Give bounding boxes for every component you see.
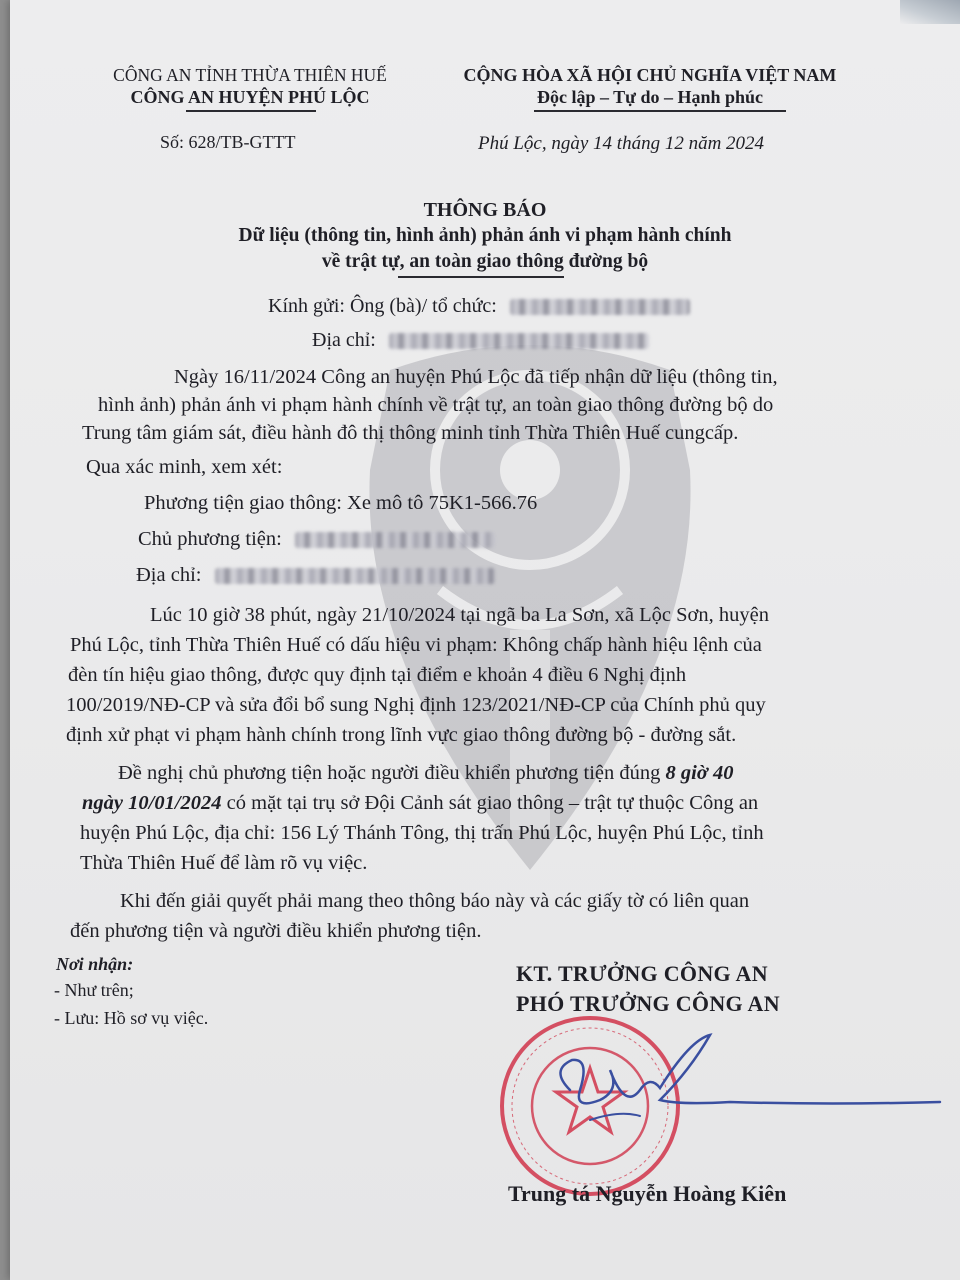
recipient-line	[268, 292, 690, 320]
motto-underline	[534, 110, 786, 112]
owner-label: Chủ phương tiện:	[138, 528, 282, 550]
title-underline	[398, 276, 564, 278]
paragraph-4-line-2: đến phương tiện và người điều khiển phương tiện.	[70, 920, 482, 942]
owner-address-label: Địa chỉ:	[136, 564, 202, 586]
national-motto: Độc lập – Tự do – Hạnh phúc	[536, 87, 764, 107]
redacted-owner-name	[295, 532, 495, 548]
paragraph-2-line-3: đèn tín hiệu giao thông, được quy định tại điểm e khoản 4 điều 6 Nghị định	[68, 664, 687, 686]
paragraph-4-line-1: Khi đến giải quyết phải mang theo thông báo này và các giấy tờ có liên quan	[120, 890, 750, 912]
redacted-recipient-name	[510, 299, 690, 315]
appointment-date: ngày 10/01/2024	[82, 792, 222, 814]
document-number: Số: 628/TB-GTTT	[160, 132, 296, 152]
signature-title-2: PHÓ TRƯỞNG CÔNG AN	[516, 991, 780, 1016]
agency-underline	[186, 110, 316, 112]
recipient-address-label: Địa chỉ:	[312, 329, 376, 351]
paragraph-3-line-3: huyện Phú Lộc, địa chỉ: 156 Lý Thánh Tông, thị trấn Phú Lộc, huyện Phú Lộc, tỉnh	[80, 822, 764, 844]
owner-address-line	[136, 560, 495, 590]
paragraph-1-line-3: Trung tâm giám sát, điều hành đô thị thông minh tỉnh Thừa Thiên Huế cungcấp.	[82, 422, 739, 444]
redacted-recipient-address	[389, 333, 649, 349]
paragraph-3-line-2	[82, 788, 758, 818]
handwritten-signature	[530, 1030, 950, 1140]
paragraph-1-line-1: Ngày 16/11/2024 Công an huyện Phú Lộc đã tiếp nhận dữ liệu (thông tin,	[174, 366, 778, 388]
recipients-item-2: - Lưu: Hồ sơ vụ việc.	[54, 1008, 209, 1028]
recipient-address-line	[312, 326, 649, 354]
paragraph-2-line-4: 100/2019/NĐ-CP và sửa đổi bổ sung Nghị định 123/2021/NĐ-CP của Chính phủ quy	[66, 694, 766, 716]
paragraph-3-line-4: Thừa Thiên Huế để làm rõ vụ việc.	[80, 852, 368, 874]
owner-line	[138, 524, 495, 554]
recipients-label: Nơi nhận:	[56, 954, 134, 974]
recipients-item-1: - Như trên;	[54, 980, 134, 1000]
paragraph-1-line-2: hình ảnh) phản ánh vi phạm hành chính về trật tự, an toàn giao thông đường bộ do	[98, 394, 774, 416]
paragraph-2-line-1: Lúc 10 giờ 38 phút, ngày 21/10/2024 tại ngã ba La Sơn, xã Lộc Sơn, huyện	[150, 604, 769, 626]
document-page	[10, 0, 960, 1280]
document-subtitle-2: về trật tự, an toàn giao thông đường bộ	[321, 251, 649, 272]
signature-title-1: KT. TRƯỞNG CÔNG AN	[516, 961, 768, 986]
redacted-owner-address	[215, 568, 495, 584]
document-subtitle-1: Dữ liệu (thông tin, hình ảnh) phản ánh vi phạm hành chính	[238, 225, 732, 246]
appointment-time: 8 giờ 40	[665, 762, 734, 784]
paragraph-3-line-1	[118, 758, 733, 788]
vehicle-line: Phương tiện giao thông: Xe mô tô 75K1-566.76	[144, 492, 538, 514]
document-title: THÔNG BÁO	[423, 199, 547, 221]
page-corner	[900, 0, 960, 24]
signer-name: Trung tá Nguyễn Hoàng Kiên	[508, 1181, 787, 1206]
verification-line: Qua xác minh, xem xét:	[86, 456, 283, 478]
paragraph-2-line-5: định xử phạt vi phạm hành chính trong lĩnh vực giao thông đường bộ - đường sắt.	[66, 724, 737, 746]
agency-parent: CÔNG AN TỈNH THỪA THIÊN HUẾ	[113, 65, 387, 85]
recipient-label: Kính gửi: Ông (bà)/ tổ chức:	[268, 295, 497, 317]
national-title: CỘNG HÒA XÃ HỘI CHỦ NGHĨA VIỆT NAM	[463, 65, 837, 85]
p3-text-b: có mặt tại trụ sở Đội Cảnh sát giao thông – trật tự thuộc Công an	[221, 792, 759, 814]
place-date: Phú Lộc, ngày 14 tháng 12 năm 2024	[478, 133, 765, 154]
agency-name: CÔNG AN HUYỆN PHÚ LỘC	[130, 87, 370, 107]
p3-text-a: Đề nghị chủ phương tiện hoặc người điều khiển phương tiện đúng	[118, 762, 666, 784]
paragraph-2-line-2: Phú Lộc, tỉnh Thừa Thiên Huế có dấu hiệu vi phạm: Không chấp hành hiệu lệnh của	[70, 634, 762, 656]
